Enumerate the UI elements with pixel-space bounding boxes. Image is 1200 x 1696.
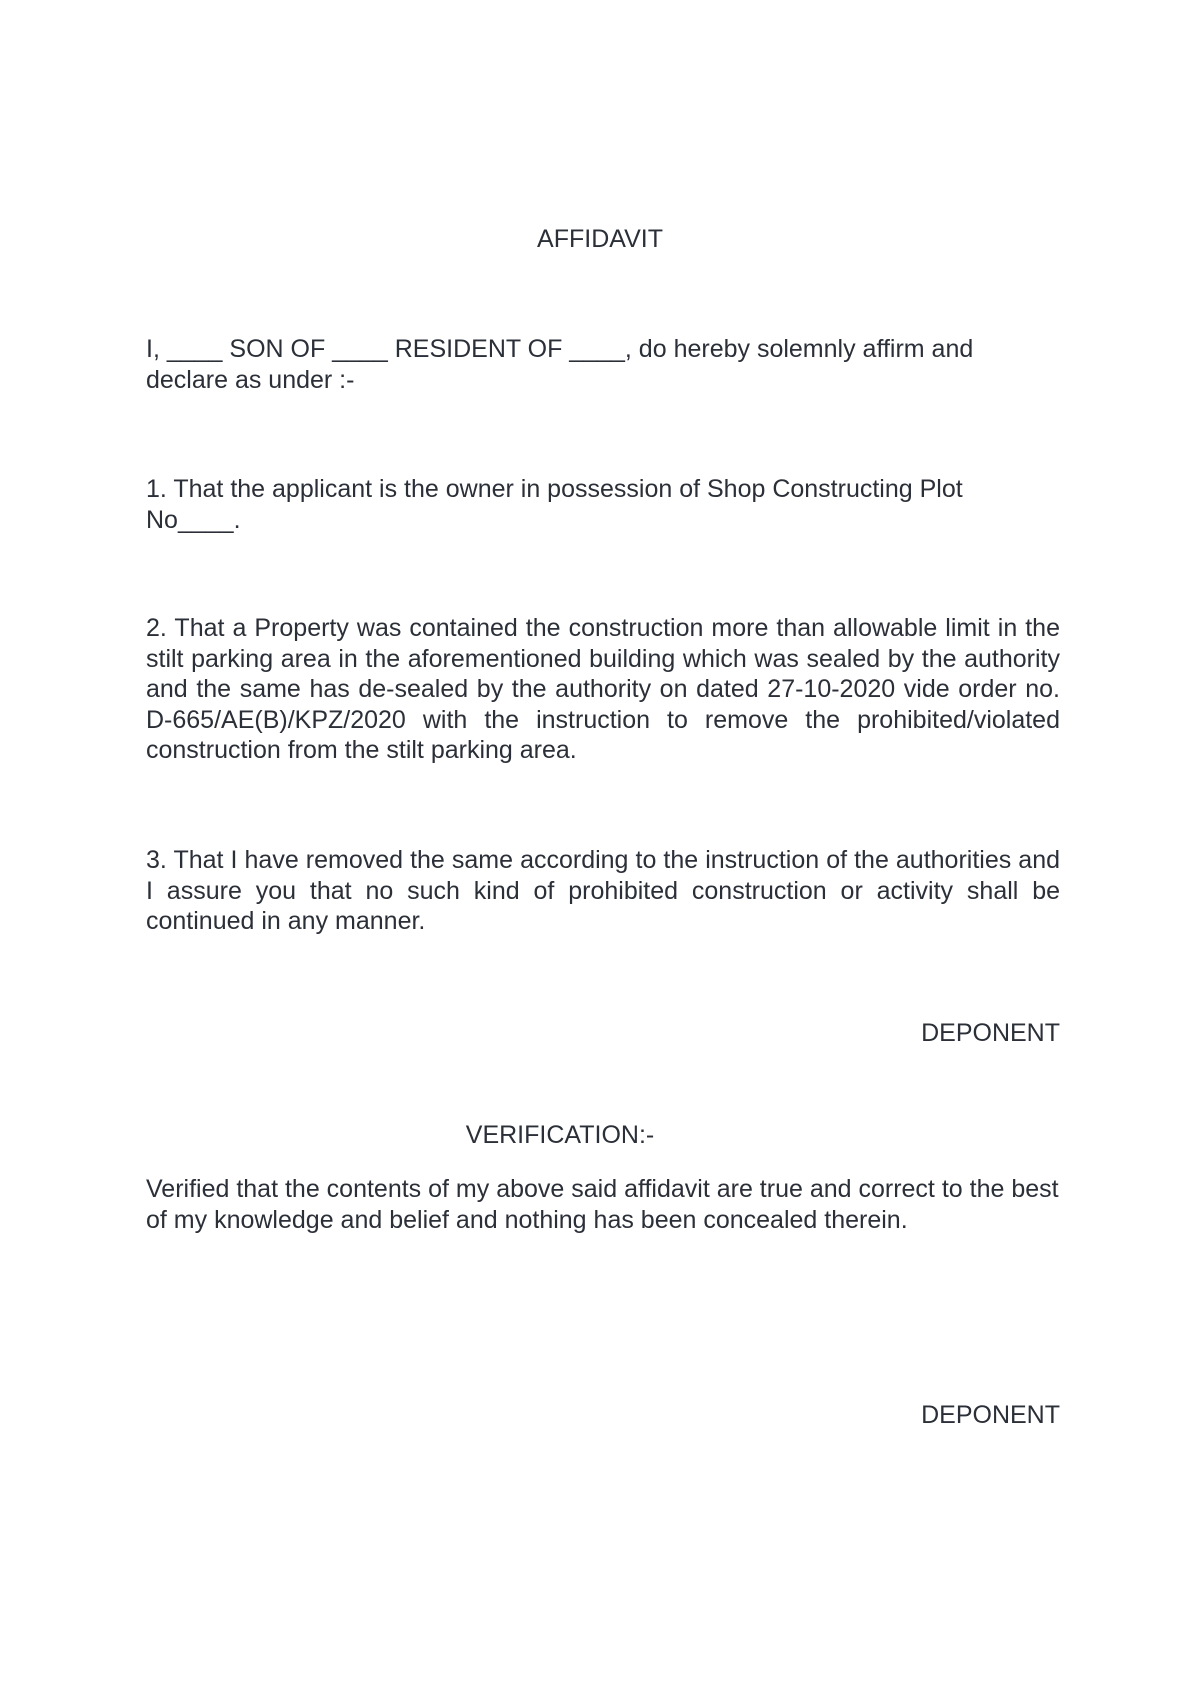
document-title: AFFIDAVIT [537,225,663,253]
clause-1: 1. That the applicant is the owner in possession of Shop Constructing Plot No____. [146,475,963,534]
deponent-label-top: DEPONENT [921,1019,1060,1047]
intro-paragraph: I, ____ SON OF ____ RESIDENT OF ____, do hereby solemnly affirm and declare as under :- [146,335,974,394]
clause-3: 3. That I have removed the same according to the instruction of the authorities and I assure you that no such kind of prohibited construction or activity shall be continued in any manner. [146,846,1060,936]
verification-title: VERIFICATION:- [465,1121,655,1149]
deponent-label-bottom: DEPONENT [921,1401,1060,1429]
clause-2: 2. That a Property was contained the construction more than allowable limit in the stilt parking area in the aforementioned building which was sealed by the authority and the same has de-sealed by the authority on dated 27-10-2020 vide order no. D-665/AE(B)/KPZ/2020 with the instruction to remove the prohibited/violated construction from the stilt parking area. [146,614,1060,765]
verification-paragraph: Verified that the contents of my above said affidavit are true and correct to the best of my knowledge and belief and nothing has been concealed therein. [146,1175,1059,1234]
